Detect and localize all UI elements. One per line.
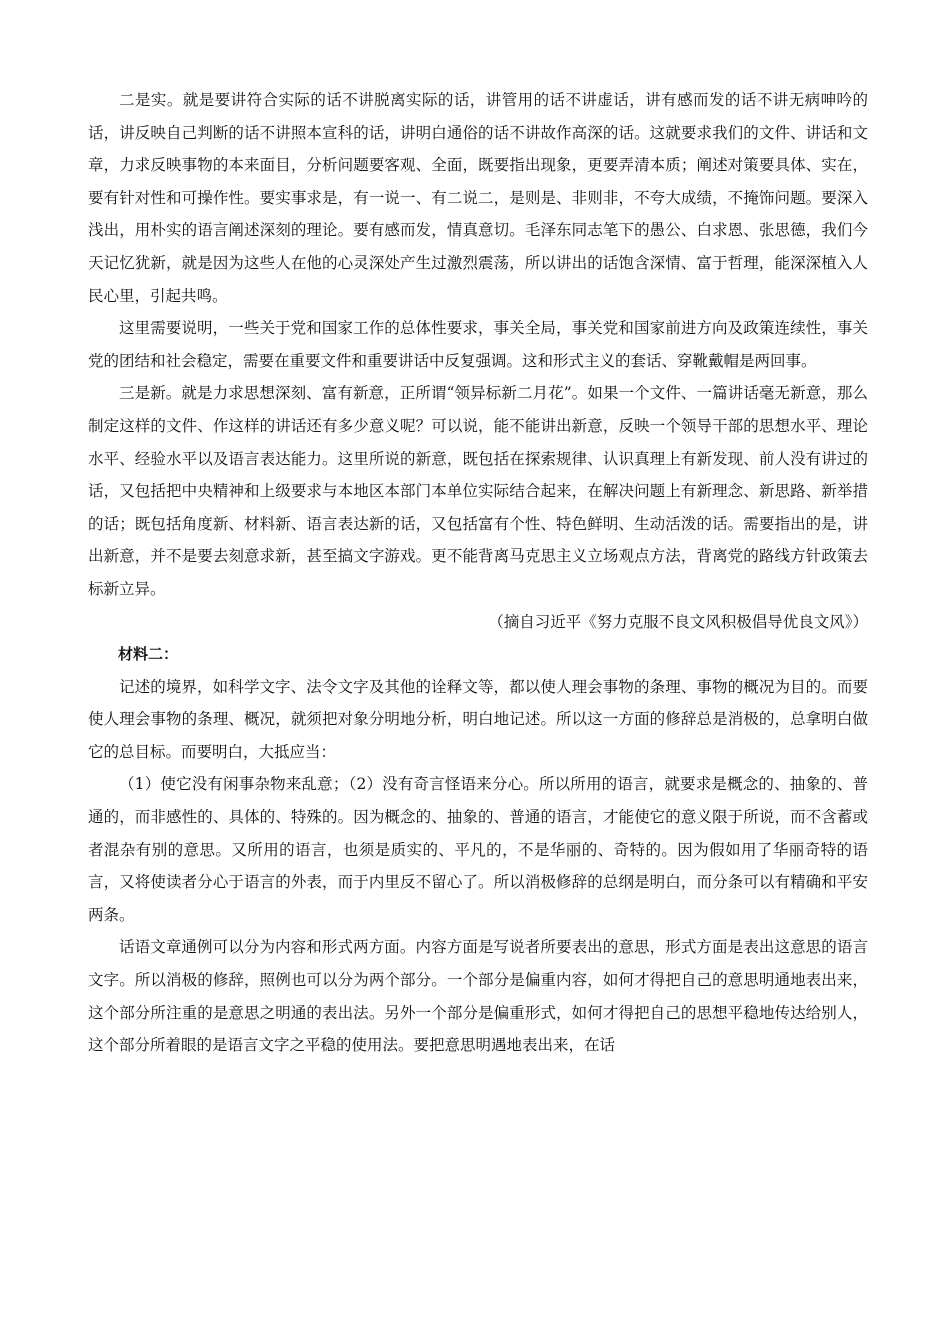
source-citation: （摘自习近平《努力克服不良文风积极倡导优良文风》） — [488, 612, 868, 631]
paragraph-content-form: 话语文章通例可以分为内容和形式两方面。内容方面是写说者所要表出的意思，形式方面是表出这意思的语言文字。所以消极的修辞，照例也可以分为两个部分。一个部分是偏重内容，如何才得把自己的意思明通地表出来，这个部分所注重的是意思之明通的表出法。另外一个部分是偏重形式，如何才得把自己的思想平稳地传达给别人，这个部分所着眼的是语言文字之平稳的使用法。要把意思明遇地表出来，在话 — [88, 938, 868, 1055]
material-two-heading: 材料二： — [118, 645, 179, 664]
paragraph-conditions: （1）使它没有闲事杂物来乱意；（2）没有奇言怪语来分心。所以所用的语言，就要求是概念的、抽象的、普通的，而非感性的、具体的、特殊的。因为概念的、抽象的、普通的语言，才能使它的意义限于所说，而不含蓄或者混杂有别的意思。又所用的语言，也须是质实的、平凡的，不是华丽的、奇特的。因为假如用了华丽奇特的语言，又将使读者分心于语言的外表，而于内里反不留心了。所以消极修辞的总纲是明白，而分条可以有精确和平安两条。 — [88, 775, 868, 924]
paragraph-note: 这里需要说明，一些关于党和国家工作的总体性要求，事关全局，事关党和国家前进方向及政策连续性，事关党的团结和社会稳定，需要在重要文件和重要讲话中反复强调。这和形式主义的套话、穿靴戴帽是两回事。 — [88, 319, 868, 370]
paragraph-narration: 记述的境界，如科学文字、法令文字及其他的诠释文等，都以使人理会事物的条理、事物的概况为目的。而要使人理会事物的条理、概况，就须把对象分明地分析，明白地记述。所以这一方面的修辞总是消极的，总拿明白做它的总目标。而要明白，大抵应当： — [88, 677, 868, 761]
paragraph-xin: 三是新。就是力求思想深刻、富有新意，正所谓“领异标新二月花”。如果一个文件、一篇讲话毫无新意，那么制定这样的文件、作这样的讲话还有多少意义呢？可以说，能不能讲出新意，反映一个领导干部的思想水平、理论水平、经验水平以及语言表达能力。这里所说的新意，既包括在探索规律、认识真理上有新发现、前人没有讲过的话，又包括把中央精神和上级要求与本地区本部门本单位实际结合起来，在解决问题上有新理念、新思路、新举措的话；既包括角度新、材料新、语言表达新的话，又包括富有个性、特色鲜明、生动活泼的话。需要指出的是，讲出新意，并不是要去刻意求新，甚至搞文字游戏。更不能背离马克思主义立场观点方法，背离党的路线方针政策去标新立异。 — [88, 384, 868, 598]
paragraph-shi: 二是实。就是要讲符合实际的话不讲脱离实际的话，讲管用的话不讲虚话，讲有感而发的话不讲无病呻吟的话，讲反映自己判断的话不讲照本宣科的话，讲明白通俗的话不讲故作高深的话。这就要求我们的文件、讲话和文章，力求反映事物的本来面目，分析问题要客观、全面，既要指出现象，更要弄清本质；阐述对策要具体、实在，要有针对性和可操作性。要实事求是，有一说一、有二说二，是则是、非则非，不夸大成绩，不掩饰问题。要深入浅出，用朴实的语言阐述深刻的理论。要有感而发，情真意切。毛泽东同志笔下的愚公、白求恩、张思德，我们今天记忆犹新，就是因为这些人在他的心灵深处产生过激烈震荡，所以讲出的话饱含深情、富于哲理，能深深植入人民心里，引起共鸣。 — [88, 91, 868, 305]
document-page — [88, 84, 868, 1062]
